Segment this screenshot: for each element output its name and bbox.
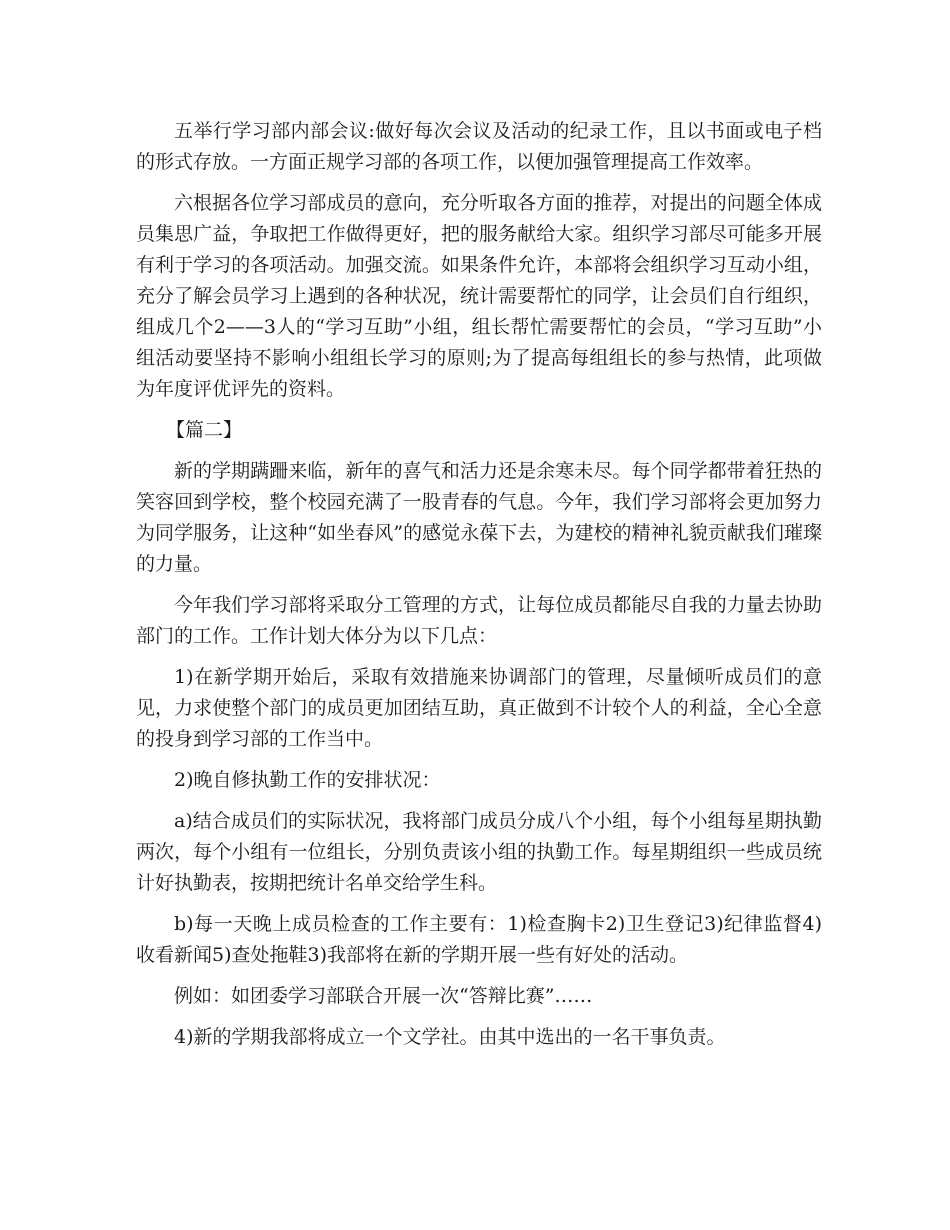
list-item-1: 1)在新学期开始后，采取有效措施来协调部门的管理，尽量倾听成员们的意见，力求使整个部门的成员更加团结互助，真正做到不计较个人的利益，全心全意的投身到学习部的工作当中。: [136, 666, 822, 750]
paragraph-example: 例如：如团委学习部联合开展一次“答辩比赛”……: [174, 985, 593, 1007]
paragraph-new-semester: 新的学期蹒跚来临，新年的喜气和活力还是余寒未尽。每个同学都带着狂热的笑容回到学校，整个校园充满了一股青春的气息。今年，我们学习部将会更加努力为同学服务，让这种“如坐春风”的感觉永葆下去，为建校的精神礼貌贡献我们璀璨的力量。: [136, 460, 822, 575]
paragraph-study-groups: 六根据各位学习部成员的意向，充分听取各方面的推荐，对提出的问题全体成员集思广益，争取把工作做得更好，把的服务献给大家。组织学习部尽可能多开展有利于学习的各项活动。加强交流。如果条件允许，本部将会组织学习互动小组，充分了解会员学习上遇到的各种状况，统计需要帮忙的同学，让会员们自行组织，组成几个2——3人的“学习互助”小组，组长帮忙需要帮忙的会员，“学习互助”小组活动要坚持不影响小组组长学习的原则;为了提高每组组长的参与热情，此项做为年度评优评先的资料。: [136, 192, 822, 400]
list-item-2b: b)每一天晚上成员检查的工作主要有：1)检查胸卡2)卫生登记3)纪律监督4)收看新闻5)查处拖鞋3)我部将在新的学期开展一些有好处的活动。: [136, 913, 822, 966]
list-item-2: 2)晚自修执勤工作的安排状况：: [174, 769, 441, 791]
paragraph-division-of-work: 今年我们学习部将采取分工管理的方式，让每位成员都能尽自我的力量去协助部门的工作。工作计划大体分为以下几点：: [136, 594, 822, 647]
list-item-2a: a)结合成员们的实际状况，我将部门成员分成八个小组，每个小组每星期执勤两次，每个小组有一位组长，分别负责该小组的执勤工作。每星期组织一些成员统计好执勤表，按期把统计名单交给学生科。: [136, 810, 822, 894]
list-item-4: 4)新的学期我部将成立一个文学社。由其中选出的一名干事负责。: [174, 1026, 726, 1048]
section-heading: 【篇二】: [166, 419, 243, 441]
paragraph-meeting-records: 五举行学习部内部会议:做好每次会议及活动的纪录工作，且以书面或电子档的形式存放。一方面正规学习部的各项工作，以便加强管理提高工作效率。: [136, 120, 822, 173]
